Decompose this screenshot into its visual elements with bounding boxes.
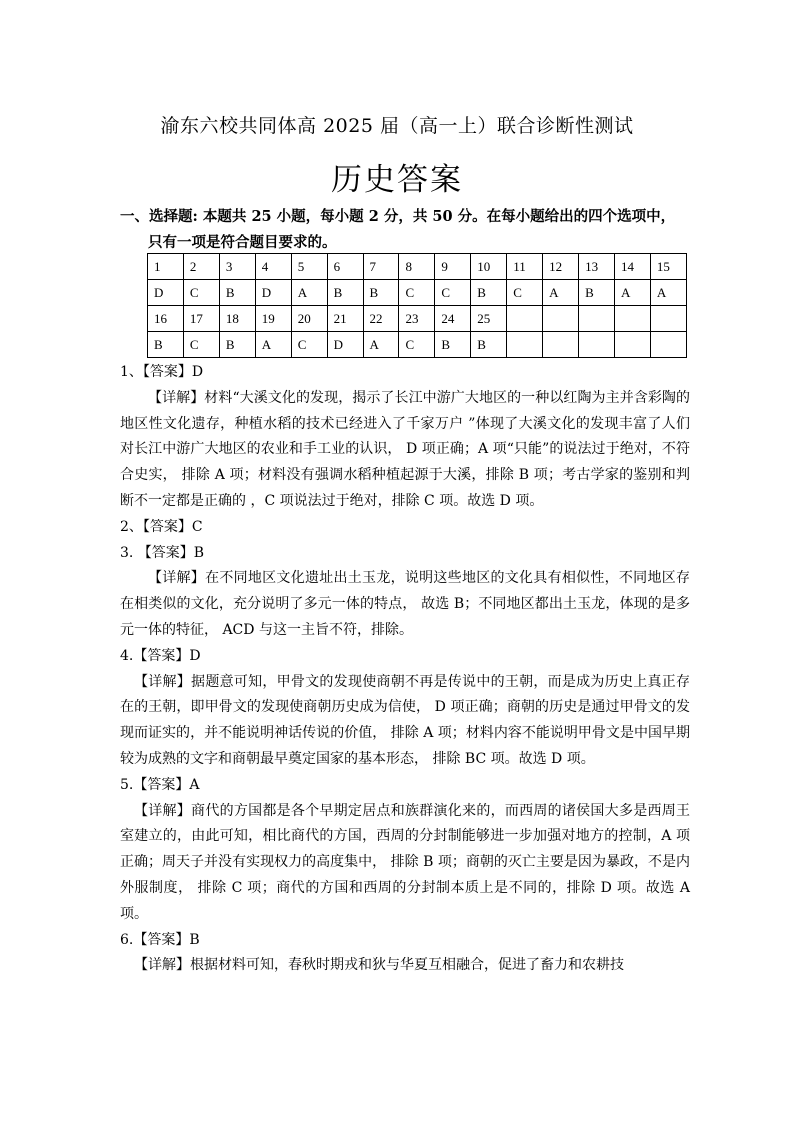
section-heading-line-1: 一、选择题: 本题共 25 小题，每小题 2 分，共 50 分。在每小题给出的四个选项中， (120, 208, 676, 225)
answer-table-cell: 25 (471, 306, 507, 332)
answer-table-cell: 16 (148, 306, 184, 332)
answer-table-cell: 18 (219, 306, 255, 332)
answer-table-cell: 21 (327, 306, 363, 332)
answer-table-cell: 17 (183, 306, 219, 332)
answer-table-cell: A (291, 280, 327, 306)
answer-table-cell: C (183, 280, 219, 306)
q6-detail: 【详解】根据材料可知，春秋时期戎和狄与华夏互相融合，促进了畜力和农耕技 (134, 957, 624, 974)
answer-table-cell: 14 (614, 254, 650, 280)
answer-table-cell: C (291, 332, 327, 358)
answer-table-cell: 9 (435, 254, 471, 280)
answer-table-cell: B (363, 280, 399, 306)
answer-table-cell (507, 332, 543, 358)
answer-table-cell: C (435, 280, 471, 306)
answer-table-cell: 20 (291, 306, 327, 332)
answer-table-cell: 3 (219, 254, 255, 280)
q4-answer: 4.【答案】D (120, 647, 201, 664)
answer-table-cell: D (327, 332, 363, 358)
answer-table-cell: D (148, 280, 184, 306)
q5-detail: 【详解】商代的方国都是各个早期定居点和族群演化来的，而西周的诸侯国大多是西周王室建立的，由此可知，相比商代的方国，西周的分封制能够进一步加强对地方的控制，A 项正确；周天子并没有实现权力的高度集中， 排除 B 项；商朝的灭亡主要是因为暴政，不是内外服制度， 排除 C 项；商代的方国和西周的分封制本质上是不同的，排除 D 项。故选 A 项。 (120, 802, 690, 922)
answer-table-cell: 13 (579, 254, 615, 280)
q1-detail: 【详解】材料“大溪文化的发现，揭示了长江中游广大地区的一种以红陶为主并含彩陶的地区性文化遗存，种植水稻的技术已经进入了千家万户 ”体现了大溪文化的发现丰富了人们对长江中游广大地区的农业和手工业的认识， D 项正确；A 项“只能”的说法过于绝对，不符合史实， 排除 A 项；材料没有强调水稻种植起源于大溪，排除 B 项；考古学家的鉴别和判断不一定都是正确的 ，C 项说法过于绝对，排除 C 项。故选 D 项。 (120, 389, 690, 509)
answer-table-cell: B (471, 332, 507, 358)
answer-table-row (148, 280, 687, 306)
q2-answer: 2、【答案】C (120, 518, 203, 535)
answer-table-row (148, 332, 687, 358)
answer-table-cell: 2 (183, 254, 219, 280)
q5-answer: 5.【答案】A (120, 776, 200, 793)
answer-table-cell: A (543, 280, 579, 306)
explanations (120, 360, 690, 979)
answer-table-cell: C (399, 280, 435, 306)
q3-detail: 【详解】在不同地区文化遗址出土玉龙，说明这些地区的文化具有相似性，不同地区存在相类似的文化，充分说明了多元一体的特点， 故选 B；不同地区都出土玉龙，体现的是多元一体的特征， ACD 与这一主旨不符，排除。 (120, 570, 690, 638)
answer-table-cell: 7 (363, 254, 399, 280)
answer-table-cell (579, 332, 615, 358)
answer-table-cell: 19 (255, 306, 291, 332)
answer-table-cell: C (183, 332, 219, 358)
answer-table-cell: A (614, 280, 650, 306)
answer-table-cell: 1 (148, 254, 184, 280)
answer-table-cell: 12 (543, 254, 579, 280)
exam-title: 渝东六校共同体高 2025 届（高一上）联合诊断性测试 (160, 115, 634, 137)
answer-table-cell: A (363, 332, 399, 358)
answer-table-cell (614, 306, 650, 332)
answer-table-cell: 24 (435, 306, 471, 332)
answer-table-cell: D (255, 280, 291, 306)
page-title: 历史答案 (331, 162, 463, 198)
answer-table-cell (579, 306, 615, 332)
answer-table-cell: C (399, 332, 435, 358)
answer-table-cell: A (650, 280, 686, 306)
answer-table-cell: A (255, 332, 291, 358)
answer-table-cell: B (471, 280, 507, 306)
answer-table-cell: 6 (327, 254, 363, 280)
answer-table-cell: 15 (650, 254, 686, 280)
answer-table-cell: 5 (291, 254, 327, 280)
answer-table-cell: C (507, 280, 543, 306)
answer-table-cell (543, 332, 579, 358)
answer-table (147, 253, 687, 358)
q3-answer: 3. 【答案】B (120, 544, 205, 561)
answer-table-cell: B (219, 332, 255, 358)
answer-table-cell: B (148, 332, 184, 358)
section-heading-line-2: 只有一项是符合题目要求的。 (148, 234, 337, 251)
answer-table-cell (650, 332, 686, 358)
q6-answer: 6.【答案】B (120, 931, 200, 948)
answer-table-cell: 11 (507, 254, 543, 280)
answer-table-cell: B (435, 332, 471, 358)
answer-table-cell: 23 (399, 306, 435, 332)
answer-table-cell: B (327, 280, 363, 306)
q1-answer: 1、【答案】D (120, 364, 204, 380)
answer-table-cell (507, 306, 543, 332)
answer-table-cell: B (579, 280, 615, 306)
answer-table-cell: 10 (471, 254, 507, 280)
section-heading (120, 204, 690, 256)
answer-table-cell: 8 (399, 254, 435, 280)
answer-table-cell (614, 332, 650, 358)
q4-detail: 【详解】据题意可知，甲骨文的发现使商朝不再是传说中的王朝，而是成为历史上真正存在的王朝，即甲骨文的发现使商朝历史成为信使， D 项正确；商朝的历史是通过甲骨文的发现而证实的，并不能说明神话传说的价值， 排除 A 项；材料内容不能说明甲骨文是中国早期较为成熟的文字和商朝最早奠定国家的基本形态， 排除 BC 项。故选 D 项。 (120, 673, 690, 767)
answer-table-row (148, 254, 687, 280)
answer-table-cell (650, 306, 686, 332)
answer-table-cell: B (219, 280, 255, 306)
answer-table-cell: 4 (255, 254, 291, 280)
answer-table-cell (543, 306, 579, 332)
answer-table-row (148, 306, 687, 332)
answer-table-cell: 22 (363, 306, 399, 332)
